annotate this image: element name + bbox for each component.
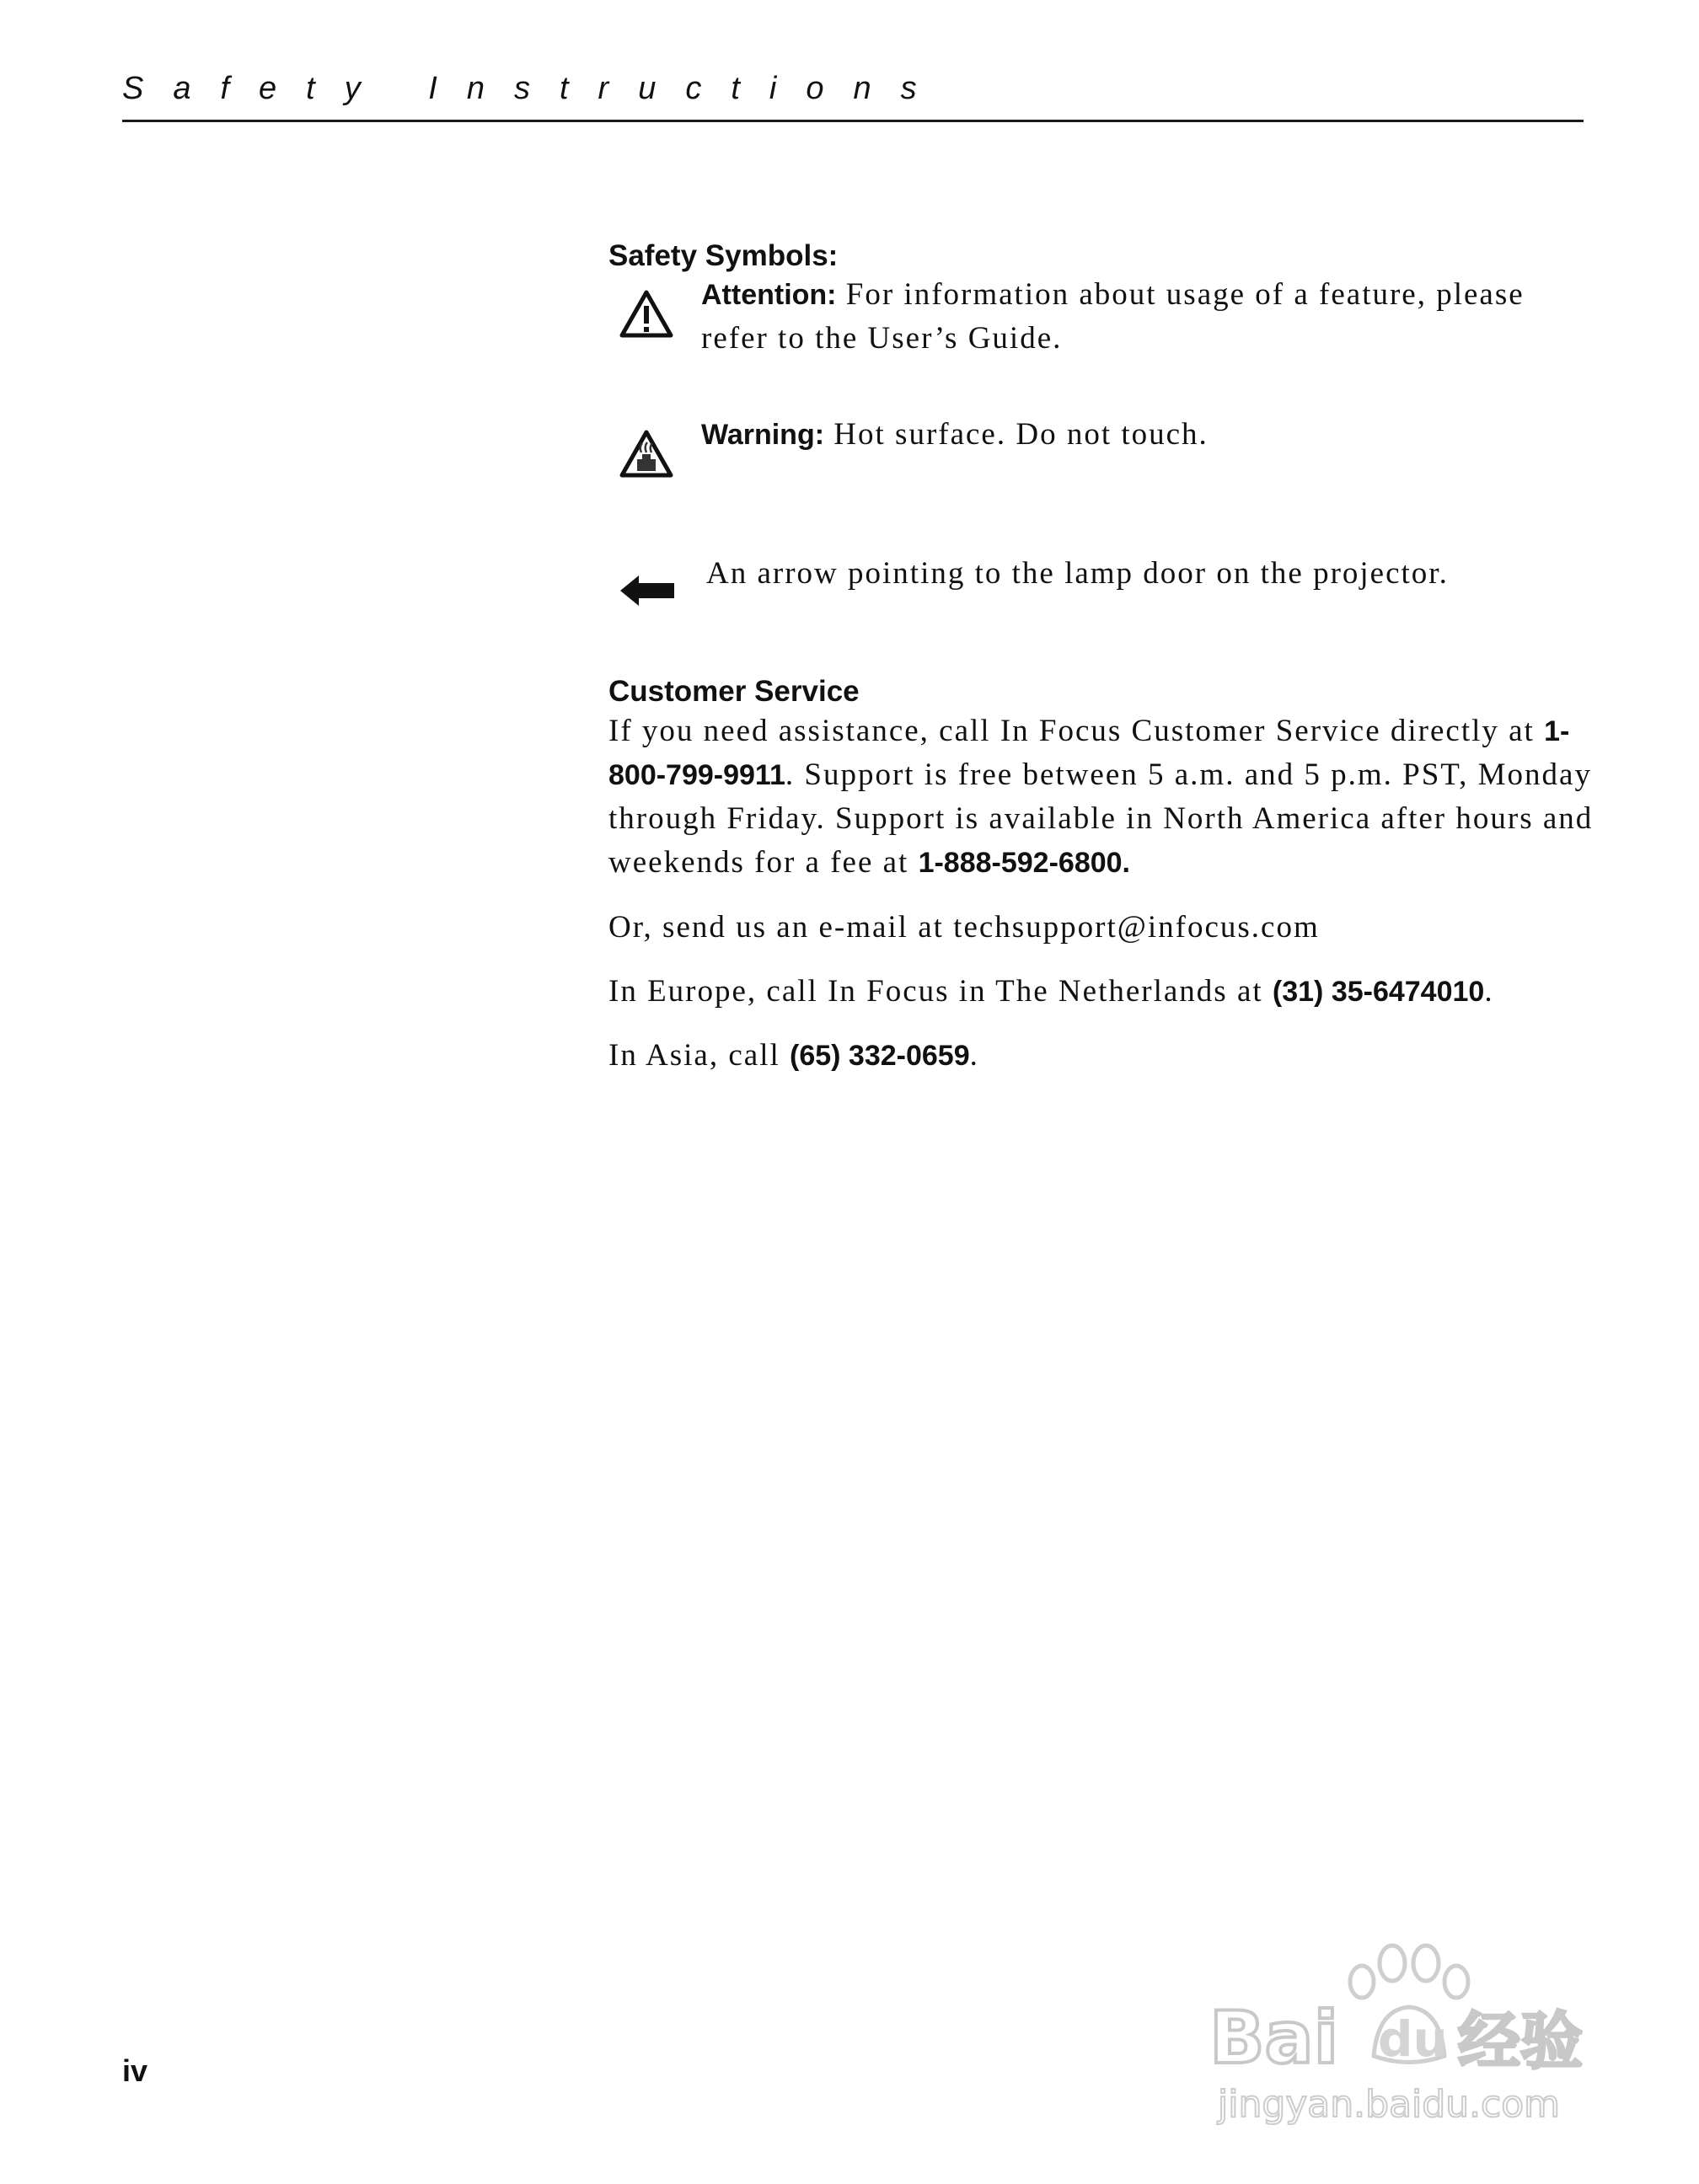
safety-symbols-heading: Safety Symbols:: [608, 239, 839, 272]
attention-text: For information about usage of a feature, please refer to the User’s Guide.: [701, 277, 1525, 356]
svg-text:Bai: Bai: [1209, 1996, 1339, 2080]
warning-description: [701, 413, 1586, 457]
left-arrow-icon: [619, 573, 676, 608]
baidu-watermark-logo: [1205, 1930, 1610, 2132]
europe-text: In Europe, call In Focus in The Netherlands at: [608, 974, 1263, 1009]
running-header-title: Safety Instructions: [122, 71, 946, 106]
asia-phone-number: (65) 332-0659: [790, 1040, 970, 1072]
europe-line: [608, 970, 1494, 1014]
email-line: Or, send us an e-mail at techsupport@infocus.com: [608, 910, 1320, 945]
europe-phone-number: (31) 35-6474010: [1272, 976, 1485, 1008]
cs-intro-text: If you need assistance, call In Focus Customer Service directly at: [608, 714, 1535, 748]
warning-label: Warning:: [701, 419, 825, 451]
svg-text:du: du: [1378, 2010, 1448, 2068]
after-hours-phone-number: 1-888-592-6800.: [918, 847, 1130, 879]
asia-text: In Asia, call: [608, 1038, 780, 1073]
asia-line: [608, 1034, 979, 1078]
warning-text: Hot surface. Do not touch.: [833, 417, 1209, 452]
asia-period: .: [969, 1038, 979, 1073]
europe-period: .: [1484, 974, 1494, 1009]
cs-hours-text: . Support is free between 5 a.m. and 5 p.m. PST, Monday through Friday. Support is available in North America after hours and weekends for a fee at: [608, 757, 1594, 880]
customer-service-paragraph: [608, 709, 1594, 885]
svg-text:jingyan.baidu.com: jingyan.baidu.com: [1218, 2083, 1561, 2126]
page-number: iv: [122, 2053, 148, 2088]
header-divider: [122, 120, 1584, 122]
attention-label: Attention:: [701, 279, 837, 311]
support-phone-number: 1-800-799-9911: [608, 715, 1570, 791]
hot-surface-warning-icon: [619, 429, 674, 479]
attention-triangle-icon: [619, 289, 674, 340]
arrow-text: An arrow pointing to the lamp door on the projector.: [706, 556, 1449, 591]
attention-description: [701, 273, 1586, 361]
customer-service-heading: Customer Service: [608, 675, 860, 708]
svg-text:经验: 经验: [1458, 2005, 1583, 2078]
arrow-description: [706, 552, 1591, 596]
